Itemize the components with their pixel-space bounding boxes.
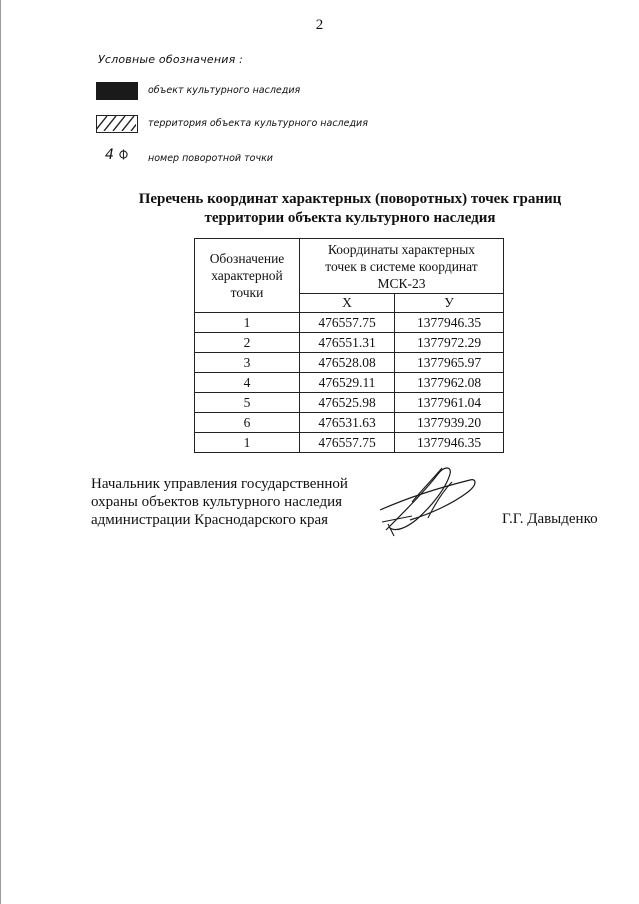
title-line-2: территории объекта культурного наследия (204, 210, 496, 226)
y-value: 1377972.29 (395, 333, 504, 353)
y-value: 1377961.04 (395, 393, 504, 413)
turning-point-number: 4 (105, 147, 114, 163)
document-title (100, 190, 600, 228)
y-value: 1377965.97 (395, 353, 504, 373)
header-x: Х (300, 294, 395, 313)
table-row (195, 433, 504, 453)
turning-point-symbol (105, 147, 129, 163)
table-row (195, 353, 504, 373)
page-edge (0, 0, 1, 904)
header-coordinates: Координаты характерных точек в системе координат МСК-23 (300, 239, 504, 294)
turning-point-marker-icon (118, 149, 129, 160)
table-row (195, 333, 504, 353)
x-value: 476531.63 (300, 413, 395, 433)
solid-fill-swatch-icon (96, 82, 138, 100)
header-y: У (395, 294, 504, 313)
handwritten-signature (372, 462, 482, 542)
x-value: 476529.11 (300, 373, 395, 393)
x-value: 476557.75 (300, 313, 395, 333)
position-line-1: Начальник управления государственной (91, 476, 348, 492)
legend-label: номер поворотной точки (148, 153, 273, 164)
y-value: 1377946.35 (395, 433, 504, 453)
point-number: 4 (195, 373, 300, 393)
point-number: 3 (195, 353, 300, 373)
point-number: 1 (195, 313, 300, 333)
y-value: 1377962.08 (395, 373, 504, 393)
table-row (195, 393, 504, 413)
title-line-1: Перечень координат характерных (поворотных) точек границ (138, 191, 562, 207)
header-point-designation: Обозначение характерной точки (195, 239, 300, 313)
signatory-name: Г.Г. Давыденко (502, 511, 598, 527)
x-value: 476551.31 (300, 333, 395, 353)
legend-title: Условные обозначения : (98, 53, 243, 66)
point-number: 2 (195, 333, 300, 353)
table-row (195, 413, 504, 433)
coordinates-table (194, 238, 504, 453)
legend-label: территория объекта культурного наследия (148, 118, 368, 129)
x-value: 476528.08 (300, 353, 395, 373)
point-number: 5 (195, 393, 300, 413)
y-value: 1377946.35 (395, 313, 504, 333)
table-row (195, 373, 504, 393)
page-number: 2 (315, 17, 324, 33)
point-number: 1 (195, 433, 300, 453)
position-line-2: охраны объектов культурного наследия (91, 494, 343, 510)
table-row (195, 313, 504, 333)
y-value: 1377939.20 (395, 413, 504, 433)
position-line-3: администрации Краснодарского края (91, 512, 329, 528)
x-value: 476557.75 (300, 433, 395, 453)
signatory-position (91, 475, 348, 529)
point-number: 6 (195, 413, 300, 433)
legend-label: объект культурного наследия (148, 85, 301, 96)
hatched-swatch-icon (96, 115, 138, 133)
x-value: 476525.98 (300, 393, 395, 413)
